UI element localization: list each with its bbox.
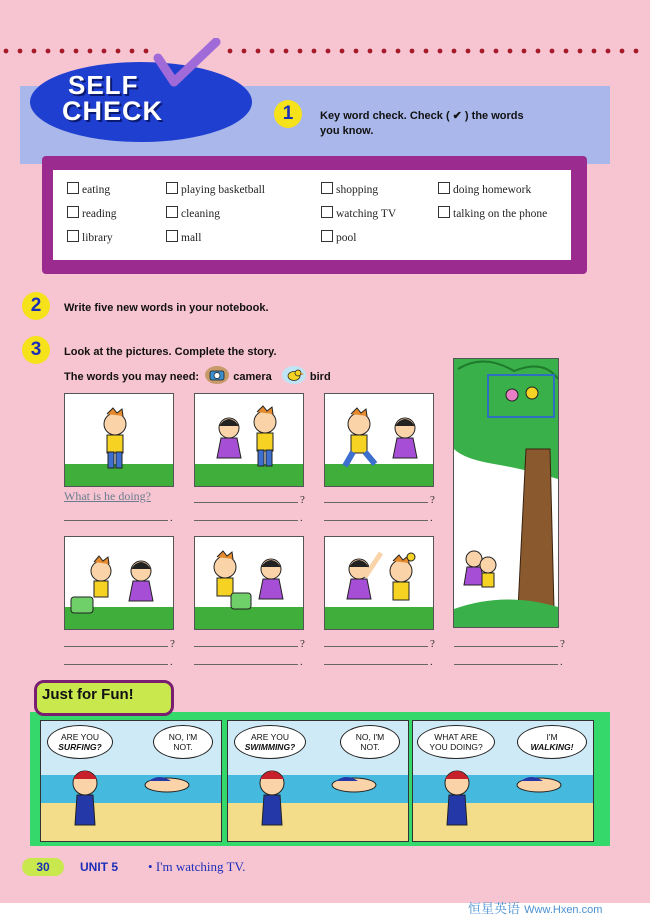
checkbox[interactable]	[321, 206, 333, 218]
keyword-watching-tv[interactable]: watching TV	[321, 206, 396, 221]
keyword-eating[interactable]: eating	[67, 182, 110, 197]
checkbox[interactable]	[438, 206, 450, 218]
question-mark: ?	[430, 638, 435, 650]
period-mark: .	[170, 656, 173, 668]
answer-line[interactable]	[194, 664, 298, 665]
keyword-talking-on-the-phone[interactable]: talking on the phone	[438, 206, 547, 221]
comic-frame-1	[40, 720, 222, 842]
word-bird: bird	[309, 371, 331, 383]
unit-label: UNIT 5	[80, 860, 119, 874]
keyword-cleaning[interactable]: cleaning	[166, 206, 220, 221]
section-3-words-line	[64, 365, 331, 385]
story-picture-5	[194, 536, 304, 630]
answer-line[interactable]	[454, 646, 558, 647]
section-3-number: 3	[22, 336, 50, 364]
comic-frame-2	[227, 720, 409, 842]
section-1-number: 1	[274, 100, 302, 128]
section-3-instruction: Look at the pictures. Complete the story.	[64, 346, 277, 358]
watermark-chinese: 恒星英语	[468, 902, 521, 917]
answer-line[interactable]	[324, 664, 428, 665]
keyword-shopping[interactable]: shopping	[321, 182, 378, 197]
keyword-library[interactable]: library	[67, 230, 113, 245]
speech-bubble-answer: I'M WALKING!	[517, 725, 587, 759]
answer-line[interactable]	[194, 502, 298, 503]
checkbox[interactable]	[67, 206, 79, 218]
question-mark: ?	[300, 494, 305, 506]
title-self: SELF	[68, 70, 139, 100]
question-mark: ?	[300, 638, 305, 650]
answer-line[interactable]	[324, 502, 428, 503]
unit-title	[148, 859, 245, 875]
keyword-pool[interactable]: pool	[321, 230, 356, 245]
section-2-instruction: Write five new words in your notebook.	[64, 302, 269, 314]
keyword-list	[53, 170, 571, 260]
checkbox[interactable]	[67, 230, 79, 242]
comic-frame-3	[412, 720, 594, 842]
bullet: •	[148, 859, 153, 874]
camera-icon	[204, 365, 230, 385]
period-mark: .	[430, 512, 433, 524]
answer-line[interactable]	[64, 520, 168, 521]
answer-line[interactable]	[194, 646, 298, 647]
answer-line[interactable]	[64, 646, 168, 647]
speech-bubble-answer: NO, I'M NOT.	[340, 725, 400, 759]
checkbox[interactable]	[321, 182, 333, 194]
checkbox[interactable]	[321, 230, 333, 242]
checkbox[interactable]	[166, 182, 178, 194]
speech-bubble-question: ARE YOU SURFING?	[47, 725, 113, 759]
page-number: 30	[22, 858, 64, 876]
period-mark: .	[300, 656, 303, 668]
keyword-playing-basketball[interactable]: playing basketball	[166, 182, 265, 197]
story-picture-4	[64, 536, 174, 630]
checkbox[interactable]	[166, 230, 178, 242]
checkbox[interactable]	[67, 182, 79, 194]
bird-icon	[281, 365, 307, 385]
section-2-number: 2	[22, 292, 50, 320]
story-picture-6	[324, 536, 434, 630]
watermark-url: Www.Hxen.com	[524, 904, 603, 916]
story-picture-1	[64, 393, 174, 487]
speech-bubble-question: WHAT ARE YOU DOING?	[417, 725, 495, 759]
answer-line[interactable]	[324, 520, 428, 521]
section-1-line1: Key word check. Check ( ✔ ) the words	[320, 110, 524, 122]
section-1-instruction	[320, 109, 610, 139]
words-intro: The words you may need:	[64, 371, 200, 383]
answer-line[interactable]	[194, 520, 298, 521]
section-1-line2: you know.	[320, 125, 374, 137]
unit-title-text: I'm watching TV.	[155, 859, 246, 874]
period-mark: .	[170, 512, 173, 524]
period-mark: .	[430, 656, 433, 668]
checkmark-icon	[152, 38, 222, 94]
title-check: CHECK	[62, 96, 164, 126]
answer-line[interactable]	[454, 664, 558, 665]
checkbox[interactable]	[166, 206, 178, 218]
question-mark: ?	[170, 638, 175, 650]
story-picture-3	[324, 393, 434, 487]
answer-line[interactable]	[324, 646, 428, 647]
word-camera: camera	[233, 371, 272, 383]
example-answer: What is he doing?	[64, 489, 151, 503]
keyword-reading[interactable]: reading	[67, 206, 116, 221]
keyword-doing-homework[interactable]: doing homework	[438, 182, 531, 197]
speech-bubble-question: ARE YOU SWIMMING?	[234, 725, 306, 759]
period-mark: .	[560, 656, 563, 668]
question-mark: ?	[430, 494, 435, 506]
question-mark: ?	[560, 638, 565, 650]
speech-bubble-answer: NO, I'M NOT.	[153, 725, 213, 759]
story-picture-2	[194, 393, 304, 487]
period-mark: .	[300, 512, 303, 524]
dotted-divider	[0, 46, 650, 56]
checkbox[interactable]	[438, 182, 450, 194]
story-picture-7-tree	[453, 358, 559, 628]
answer-line[interactable]	[64, 664, 168, 665]
fun-label: Just for Fun!	[42, 686, 134, 703]
keyword-mall[interactable]: mall	[166, 230, 201, 245]
site-watermark	[468, 898, 602, 917]
